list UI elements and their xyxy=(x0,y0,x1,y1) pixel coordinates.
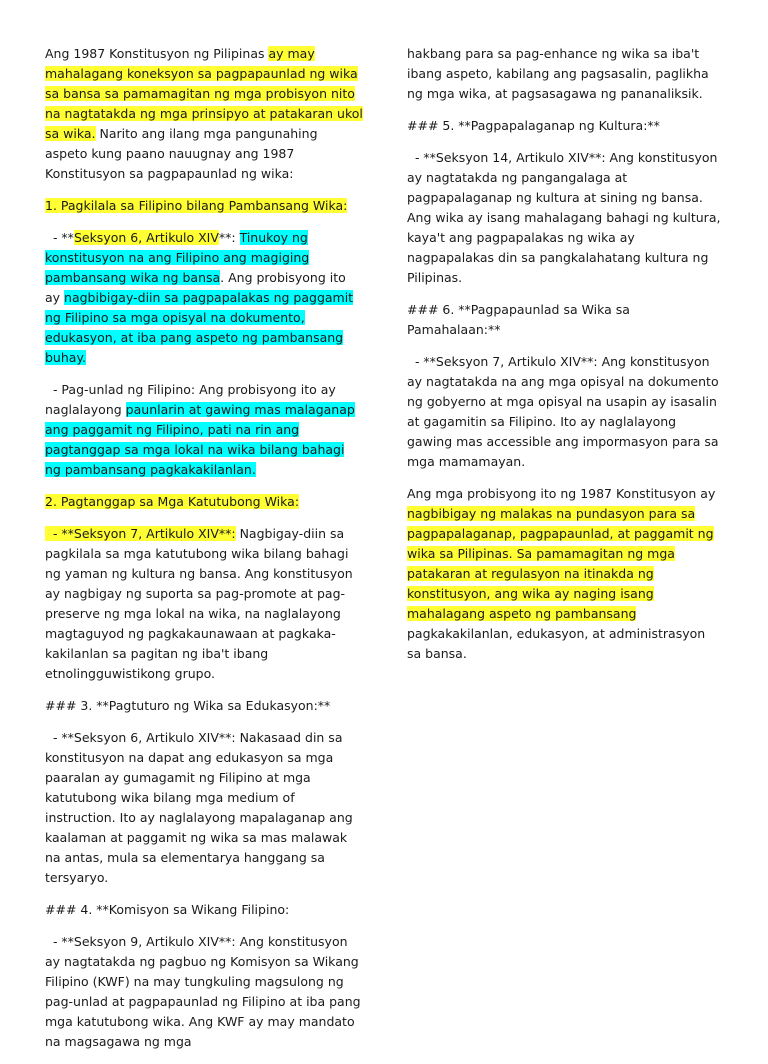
intro-paragraph xyxy=(45,44,363,184)
continued-paragraph: hakbang para sa pag-enhance ng wika sa iba't ibang aspeto, kabilang ang pagsasalin, paglikha ng mga wika, at pagsasagawa ng pananaliksik. xyxy=(407,46,709,101)
conclusion-paragraph xyxy=(407,484,723,664)
seksyon-7-paragraph xyxy=(45,524,363,684)
bullet-marker: - ** xyxy=(45,230,74,245)
text-span: - Pag-unlad ng Filipino: Ang probisyong ito ay naglalayong xyxy=(45,382,340,417)
section-5-heading: ### 5. **Pagpapalaganap ng Kultura:** xyxy=(407,118,660,133)
intro-highlight: ay may mahalagang koneksyon sa pagpapaunlad ng wika sa bansa sa pamamagitan ng mga probisyon nito na nagtatakda ng mga prinsipyo at patakaran ukol sa wika. xyxy=(45,46,363,141)
cyan-highlight: nagbibigay-diin sa pagpapalakas ng paggamit ng Filipino sa mga opisyal na dokumento, edukasyon, at iba pang aspeto ng pambansang buhay. xyxy=(45,290,354,365)
seksyon-6-edukasyon-paragraph: - **Seksyon 6, Artikulo XIV**: Nakasaad din sa konstitusyon na dapat ang edukasyon sa mga paaralan ay gumagamit ng Filipino at mga katutubong wika bilang mga medium of instruction. Ito ay naglalayong mapalaganap ang kaalaman at paggamit ng wika sa mas malawak na antas, mula sa elementarya hanggang sa tersyaryo. xyxy=(45,730,357,885)
section-1-heading xyxy=(45,196,363,216)
intro-text: Ang 1987 Konstitusyon ng Pilipinas xyxy=(45,46,269,61)
left-column xyxy=(45,44,363,1064)
text-span: pagkakakilanlan, edukasyon, at administrasyon sa bansa. xyxy=(407,626,706,661)
pag-unlad-paragraph xyxy=(45,380,363,480)
section-6-heading: ### 6. **Pagpapaunlad sa Wika sa Pamahalaan:** xyxy=(407,302,630,337)
section-3-heading: ### 3. **Pagtuturo ng Wika sa Edukasyon:** xyxy=(45,698,331,713)
cyan-highlight: paunlarin at gawing mas malaganap ang paggamit ng Filipino, pati na rin ang pagtanggap sa mga lokal na wika bilang bahagi ng pambansang pagkakakilanlan. xyxy=(45,402,355,477)
section-4-heading: ### 4. **Komisyon sa Wikang Filipino: xyxy=(45,902,290,917)
seksyon-9-paragraph: - **Seksyon 9, Artikulo XIV**: Ang konstitusyon ay nagtatakda ng pagbuo ng Komisyon sa Wikang Filipino (KWF) na may tungkuling magsulong ng pag-unlad at pagpapaunlad ng Filipino at iba pang mga katutubong wika. Ang KWF ay may mandato na magsagawa ng mga xyxy=(45,934,365,1049)
intro-text-end: Narito ang ilang mga pangunahing aspeto kung paano nauugnay ang 1987 Konstitusyon sa pagpapaunlad ng wika: xyxy=(45,126,318,181)
conclusion-highlight: nagbibigay ng malakas na pundasyon para sa pagpapalaganap, pagpapaunlad, at paggamit ng wika sa Pilipinas. Sa pamamagitan ng mga patakaran at regulasyon na itinakda ng konstitusyon, ang wika ay naging isang mahalagang aspeto ng pambansang xyxy=(407,506,714,621)
right-column xyxy=(407,44,723,676)
text-span: Ang mga probisyong ito ng 1987 Konstitusyon ay xyxy=(407,486,716,501)
text-span: Nagbigay-diin sa pagkilala sa mga katutubong wika bilang bahagi ng yaman ng kultura ng bansa. Ang konstitusyon ay nagbigay ng suporta sa pag-promote at pag-preserve ng mga lokal na wika, na naglalayong magtaguyod ng pagkakaunawaan at pagkaka-kakilanlan sa pagitan ng iba't ibang etnolingguwistikong grupo. xyxy=(45,526,353,681)
text-span: . Ang probisyong ito ay xyxy=(45,270,346,305)
section-2-heading xyxy=(45,492,363,512)
cyan-highlight: Tinukoy ng konstitusyon na ang Filipino ang magiging pambansang wika ng bansa xyxy=(45,230,310,285)
text-span: **: xyxy=(218,230,240,245)
section-1-heading-text: 1. Pagkilala sa Filipino bilang Pambansang Wika: xyxy=(45,198,348,213)
seksyon-7-label: - **Seksyon 7, Artikulo XIV**: xyxy=(45,526,236,541)
seksyon-6-paragraph xyxy=(45,228,363,368)
seksyon-7-pamahalaan-paragraph: - **Seksyon 7, Artikulo XIV**: Ang konstitusyon ay nagtatakda na ang mga opisyal na dokumento ng gobyerno at mga opisyal na usapin ay isasalin at gagamitin sa Filipino. Ito ay naglalayong gawing mas accessible ang impormasyon para sa mga mamamayan. xyxy=(407,354,723,469)
section-2-heading-text: 2. Pagtanggap sa Mga Katutubong Wika: xyxy=(45,494,300,509)
seksyon-14-paragraph: - **Seksyon 14, Artikulo XIV**: Ang konstitusyon ay nagtatakda ng pangangalaga at pagpapalaganap ng kultura at sining ng bansa. Ang wika ay isang mahalagang bahagi ng kultura, kaya't ang pagpapalakas ng wika ay nagpapalakas din sa pangkalahatang kultura ng Pilipinas. xyxy=(407,150,725,285)
seksyon-6-label: Seksyon 6, Artikulo XIV xyxy=(73,230,219,245)
